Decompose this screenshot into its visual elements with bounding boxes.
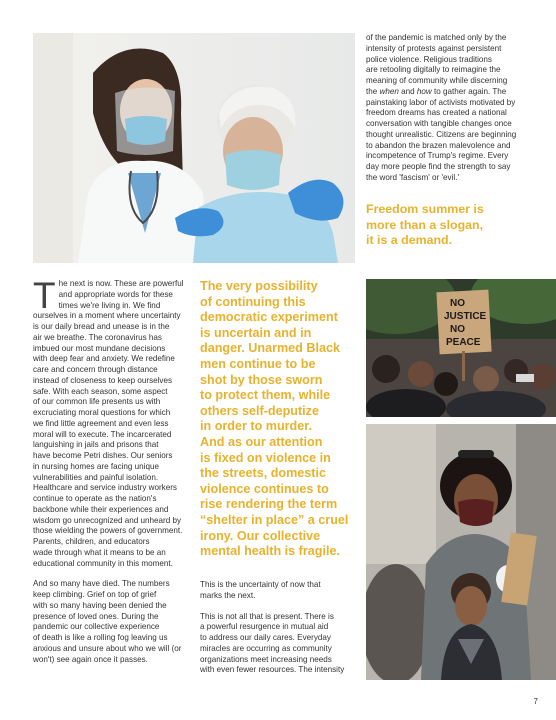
text-line-when-how: the when and how to gather again. The (366, 86, 507, 96)
page-number: 7 (533, 697, 538, 706)
photo-protest-sign (366, 279, 556, 417)
pull-quote-freedom-summer (366, 202, 546, 249)
sign-text: NO (450, 324, 465, 335)
paragraph-uncertainty: This is the uncertainty of now that marks the next. (200, 580, 321, 600)
text-line: day more people find the strength to say (366, 162, 511, 171)
text-line: to abandon the brazen malevolence and (366, 140, 511, 150)
text-line: the word 'fascism' or 'evil.' (366, 172, 459, 182)
text-line: police violence. Religious traditions (366, 54, 492, 64)
pull-quote-line: rise rendering the term (200, 497, 338, 512)
pull-quote-line: to protect them, while (200, 388, 331, 403)
sign-text: NO (450, 298, 465, 309)
paragraph-opening: he next is now. These are powerful and appropriate words for these times we're living in. We find ourselves in a moment where uncertainty is our daily bread and unease is in the air we breathe. The coronavirus has imbued our most mundane decisions with deep fear and anxiety. We redefine care and concern through distance instead of closeness to keep ourselves safe. With each season, some aspect of our common life presents us with excruciating moral questions for which we find little agreement and even less moral will to execute. The incarcerated languishing in jails and prisons that have become Petri dishes. Our seniors in nursing homes are facing unique vulnerabilities and painful isolation. Healthcare and service industry workers continue to operate as the nation's backbone while their experiences and wisdom go unrecognized and unheard by those wielding the powers of government. Parents, children, and educators wade through what it means to be an educational community in this moment. (33, 279, 184, 568)
pull-quote-line: Freedom summer is (366, 202, 484, 216)
drop-cap: T (33, 275, 56, 316)
pull-quote-line: of continuing this (200, 294, 306, 309)
pull-quote-line: “shelter in place” a cruel (200, 512, 349, 527)
pull-quote-line: danger. Unarmed Black (200, 341, 340, 356)
pull-quote-line: irony. Our collective (200, 528, 321, 543)
text-line: intensity of protests against persistent (366, 43, 502, 53)
pull-quote-line: in order to murder. (200, 419, 312, 434)
article-column-top-right (366, 33, 546, 184)
paragraph-mutual-aid: This is not all that is present. There is a powerful resurgence in mutual aid to address our daily cares. Everyday miracles are occurring as community organizations meet increasing needs with even fewer resources. The intensity (200, 611, 345, 675)
text-line: of the pandemic is matched only by the (366, 33, 507, 42)
pull-quote-line: is fixed on violence in (200, 450, 331, 465)
nurse-patient-illustration (33, 33, 355, 263)
article-column-left (33, 275, 193, 675)
pull-quote-line: men continue to be (200, 356, 316, 371)
pull-quote-democratic-experiment (200, 279, 360, 560)
photo-nurse-patient (33, 33, 355, 263)
pull-quote-line: shot by those sworn (200, 372, 323, 387)
text-line: painstaking labor of activists motivated by (366, 97, 516, 107)
pull-quote-line: And as our attention (200, 434, 323, 449)
pull-quote-line: more than a slogan, (366, 217, 484, 232)
text-line: are retooling digitally to reimagine the (366, 65, 501, 75)
pull-quote-line: the streets, domestic (200, 466, 326, 481)
paragraph-grief: And so many have died. The numbers keep climbing. Grief on top of grief with so many having been denied the presence of loved ones. During the pandemic our collective experience of death is like a rolling fog leaving us anxious and unsure about who we will (or won't) see again once it passes. (33, 579, 182, 664)
text-line: freedom dreams has created a national (366, 108, 507, 118)
protest-crowd-illustration (366, 279, 556, 417)
pull-quote-line: The very possibility (200, 279, 318, 293)
pull-quote-line: democratic experiment (200, 310, 338, 325)
text-line: meaning of community while discerning (366, 76, 508, 85)
sign-text: PEACE (446, 337, 481, 348)
text-line: thought unrealistic. Citizens are beginning (366, 129, 517, 139)
pull-quote-line: violence continues to (200, 481, 329, 496)
sign-text: JUSTICE (444, 311, 487, 322)
text-line: conversation with tangible changes once (366, 119, 512, 128)
pull-quote-line: mental health is fragile. (200, 544, 340, 559)
pull-quote-line: others self-deputize (200, 403, 319, 418)
article-column-middle (200, 580, 360, 686)
pull-quote-line: is uncertain and in (200, 325, 312, 340)
mother-child-illustration (366, 424, 556, 680)
pull-quote-line: it is a demand. (366, 233, 453, 247)
text-line: incompetence of Trump's regime. Every (366, 151, 509, 161)
photo-mother-child (366, 424, 556, 680)
